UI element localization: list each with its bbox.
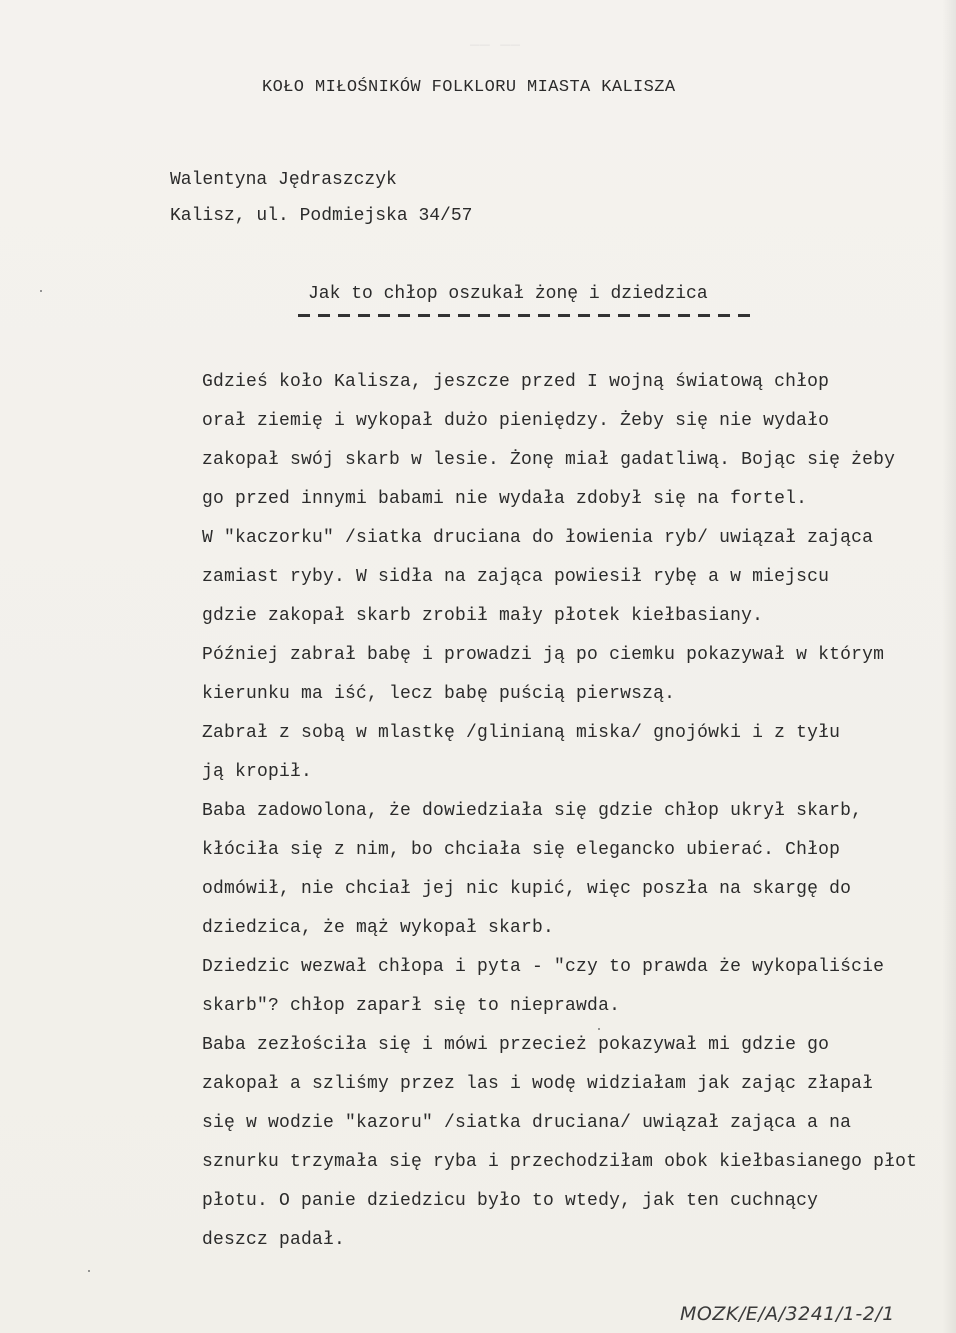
story-line: zamiast ryby. W sidła na zająca powiesił rybę a w miejscu xyxy=(202,567,830,587)
story-line: orał ziemię i wykopał dużo pieniędzy. Żeby się nie wydało xyxy=(202,411,830,431)
story-line: deszcz padał. xyxy=(202,1230,346,1250)
organization-header: KOŁO MIŁOŚNIKÓW FOLKLORU MIASTA KALISZA xyxy=(262,78,676,97)
story-line: Gdzieś koło Kalisza, jeszcze przed I wojną światową chłop xyxy=(202,372,830,392)
paper-speck xyxy=(88,1270,90,1272)
bleed-through: —— —— xyxy=(470,36,521,54)
story-line: Baba zadowolona, że dowiedziała się gdzie chłop ukrył skarb, xyxy=(202,801,863,821)
story-line: W "kaczorku" /siatka druciana do łowienia ryb/ uwiązał zająca xyxy=(202,528,874,548)
title-dashed-underline xyxy=(298,314,754,317)
paper-speck xyxy=(40,290,42,292)
story-line: sznurku trzymała się ryba i przechodziłam obok kiełbasianego płot xyxy=(202,1152,918,1172)
story-line: kłóciła się z nim, bo chciała się elegancko ubierać. Chłop xyxy=(202,840,841,860)
story-line: się w wodzie "kazoru" /siatka druciana/ uwiązał zająca a na xyxy=(202,1113,852,1133)
story-title: Jak to chłop oszukał żonę i dziedzica xyxy=(308,284,708,304)
story-line: dziedzica, że mąż wykopał skarb. xyxy=(202,918,555,938)
paper-speck xyxy=(598,1028,600,1030)
story-line: Dziedzic wezwał chłopa i pyta - "czy to prawda że wykopaliście xyxy=(202,957,885,977)
story-line: Zabrał z sobą w mlastkę /glinianą miska/ gnojówki i z tyłu xyxy=(202,723,841,743)
story-line: Później zabrał babę i prowadzi ją po ciemku pokazywał w którym xyxy=(202,645,885,665)
story-line: zakopał a szliśmy przez las i wodę widziałam jak zając złapał xyxy=(202,1074,874,1094)
story-line: ją kropił. xyxy=(202,762,313,782)
author-address: Kalisz, ul. Podmiejska 34/57 xyxy=(170,206,473,226)
archive-signature: MOZK/E/A/3241/1-2/1 xyxy=(680,1303,895,1325)
story-line: zakopał swój skarb w lesie. Żonę miał gadatliwą. Bojąc się żeby xyxy=(202,450,896,470)
page-edge-shadow xyxy=(942,0,956,1333)
story-line: odmówił, nie chciał jej nic kupić, więc poszła na skargę do xyxy=(202,879,852,899)
story-line: kierunku ma iść, lecz babę puścią pierwszą. xyxy=(202,684,676,704)
story-line: płotu. O panie dziedzicu było to wtedy, jak ten cuchnący xyxy=(202,1191,819,1211)
story-line: go przed innymi babami nie wydała zdobył się na fortel. xyxy=(202,489,808,509)
story-line: skarb"? chłop zaparł się to nieprawda. xyxy=(202,996,621,1016)
story-line: Baba zezłościła się i mówi przecież pokazywał mi gdzie go xyxy=(202,1035,830,1055)
story-line: gdzie zakopał skarb zrobił mały płotek kiełbasiany. xyxy=(202,606,764,626)
author-name: Walentyna Jędraszczyk xyxy=(170,170,397,190)
